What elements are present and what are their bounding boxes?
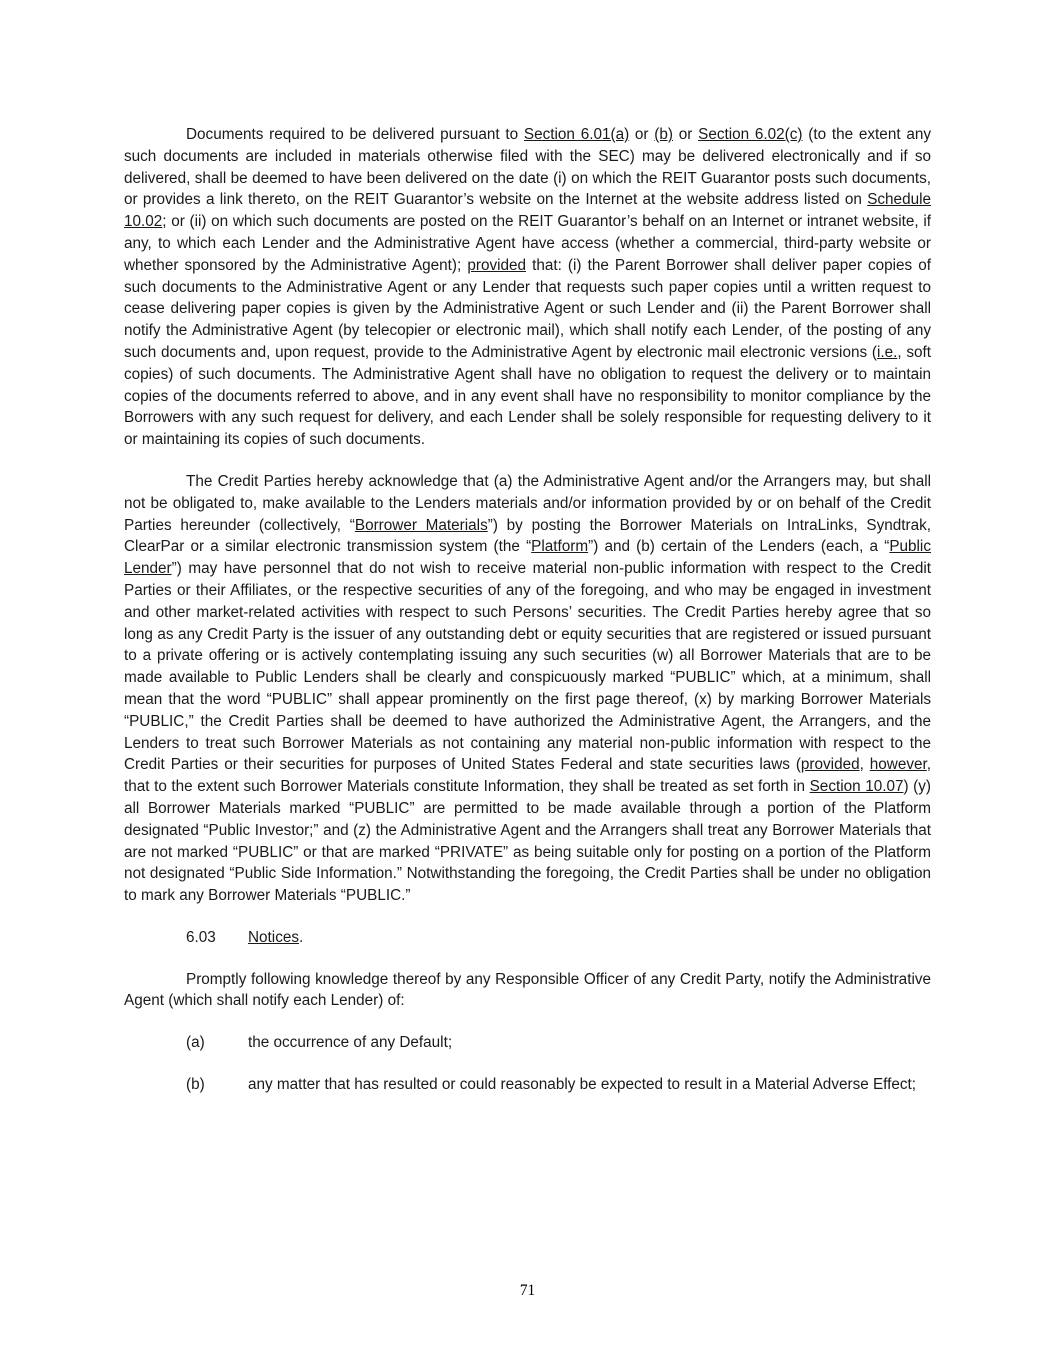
text-run: that: (i) the Parent Borrower shall deliver paper copies of such documents to the Administrative Agent or any Lender that requests such paper copies until a written request to cease delivering paper copies is given by the Administrative Agent or such Lender and (ii) the Parent Borrower shall notify the Administrative Agent (by telecopier or electronic mail), which shall notify each Lender, of the posting of any such documents and, upon request, provide to the Administrative Agent by electronic mail electronic versions ( (124, 256, 932, 361)
text-run: or (673, 126, 699, 143)
list-item-label: (a) (186, 1034, 205, 1052)
paragraph-document-delivery (124, 124, 931, 451)
text-run: , that to the extent such Borrower Materials constitute Information, they shall be treated as set forth in (124, 756, 931, 796)
defined-term-provided: provided (467, 256, 527, 274)
term-however: however (869, 756, 927, 774)
text-run: ; or (ii) on which such documents are posted on the REIT Guarantor’s behalf on an Internet or intranet website, if any, to which each Lender and the Administrative Agent have access (whether a commercial, third-party website or whether sponsored by the Administrative Agent); (124, 213, 931, 274)
section-reference-6-01a: Section 6.01(a) (523, 126, 630, 143)
section-number: 6.03 (186, 928, 216, 946)
text-run: The Credit Parties hereby acknowledge that (a) the Administrative Agent and/or the Arrangers may, but shall not be obligated to, make available to the Lenders materials and/or information provided by or on behalf of the Credit Parties hereunder (collectively, “ (124, 472, 931, 534)
list-item-text: the occurrence of any Default; (248, 1034, 453, 1052)
section-reference-6-02c: Section 6.02(c) (698, 126, 803, 143)
defined-term-platform: Platform (531, 538, 589, 556)
defined-term-borrower-materials: Borrower Materials (354, 516, 488, 534)
text-run: (to the extent any such documents are included in materials otherwise filed with the SEC) may be delivered electronically and if so delivered, shall be deemed to have been delivered on the date (i) on which the REIT Guarantor posts such documents, or provides a link thereto, on the REIT Guarantor’s website on the Internet at the website address listed on (124, 126, 931, 209)
section-reference-b: (b) (654, 126, 673, 143)
paragraph-borrower-materials (124, 471, 931, 907)
text-run: Documents required to be delivered pursuant to (186, 126, 524, 143)
section-heading (186, 927, 931, 949)
list-item-text: any matter that has resulted or could reasonably be expected to result in a Material Adverse Effect; (248, 1076, 917, 1094)
section-title-period: . (299, 928, 304, 946)
list-item (124, 1032, 931, 1054)
term-ie: i.e. (876, 343, 898, 361)
section-title: Notices (248, 928, 300, 946)
defined-term-public-lender: Public Lender (124, 538, 931, 578)
text-run: , (859, 756, 870, 774)
text-run: ”) by posting the Borrower Materials on IntraLinks, Syndtrak, ClearPar or a similar electronic transmission system (the “ (124, 516, 931, 556)
schedule-reference-10-02: Schedule 10.02 (124, 191, 931, 231)
text-run: , soft copies) of such documents. The Administrative Agent shall have no obligation to request the delivery or to maintain copies of the documents referred to above, and in any event shall have no responsibility to monitor compliance by the Borrowers with any such request for delivery, and each Lender shall be solely responsible for requesting delivery to it or maintaining its copies of such documents. (124, 343, 931, 449)
list-item-label: (b) (186, 1076, 205, 1094)
text-run: ”) and (b) certain of the Lenders (each, a “ (588, 538, 890, 556)
section-reference-10-07: Section 10.07 (809, 778, 904, 796)
text-run: or (629, 126, 655, 143)
text-run: ”) may have personnel that do not wish to receive material non-public information with respect to the Credit Parties or their Affiliates, or the respective securities of any of the foregoing, and who may be engaged in investment and other market-related activities with respect to such Persons’ securities. The Credit Parties hereby agree that so long as any Credit Party is the issuer of any outstanding debt or equity securities that are registered or issued pursuant to a private offering or is actively contemplating issuing any such securities (w) all Borrower Materials that are to be made available to Public Lenders shall be clearly and conspicuously marked “PUBLIC” which, at a minimum, shall mean that the word “PUBLIC” shall appear prominently on the first page thereof, (x) by marking Borrower Materials “PUBLIC,” the Credit Parties shall be deemed to have authorized the Administrative Agent, the Arrangers, and the Lenders to treat such Borrower Materials as not containing any material non-public information with respect to the Credit Parties or their securities for purposes of United States Federal and state securities laws ( (124, 560, 931, 774)
paragraph-notices-intro: Promptly following knowledge thereof by any Responsible Officer of any Credit Party, notify the Administrative Agent (which shall notify each Lender) of: (124, 970, 931, 1010)
page-number: 71 (519, 1282, 536, 1299)
text-run: ) (y) all Borrower Materials marked “PUBLIC” are permitted to be made available through a portion of the Platform designated “Public Investor;” and (z) the Administrative Agent and the Arrangers shall treat any Borrower Materials that are not marked “PUBLIC” or that are marked “PRIVATE” as being suitable only for posting on a portion of the Platform not designated “Public Side Information.” Notwithstanding the foregoing, the Credit Parties shall be under no obligation to mark any Borrower Materials “PUBLIC.” (124, 778, 931, 905)
term-provided: provided (800, 756, 860, 774)
list-item (124, 1074, 931, 1096)
